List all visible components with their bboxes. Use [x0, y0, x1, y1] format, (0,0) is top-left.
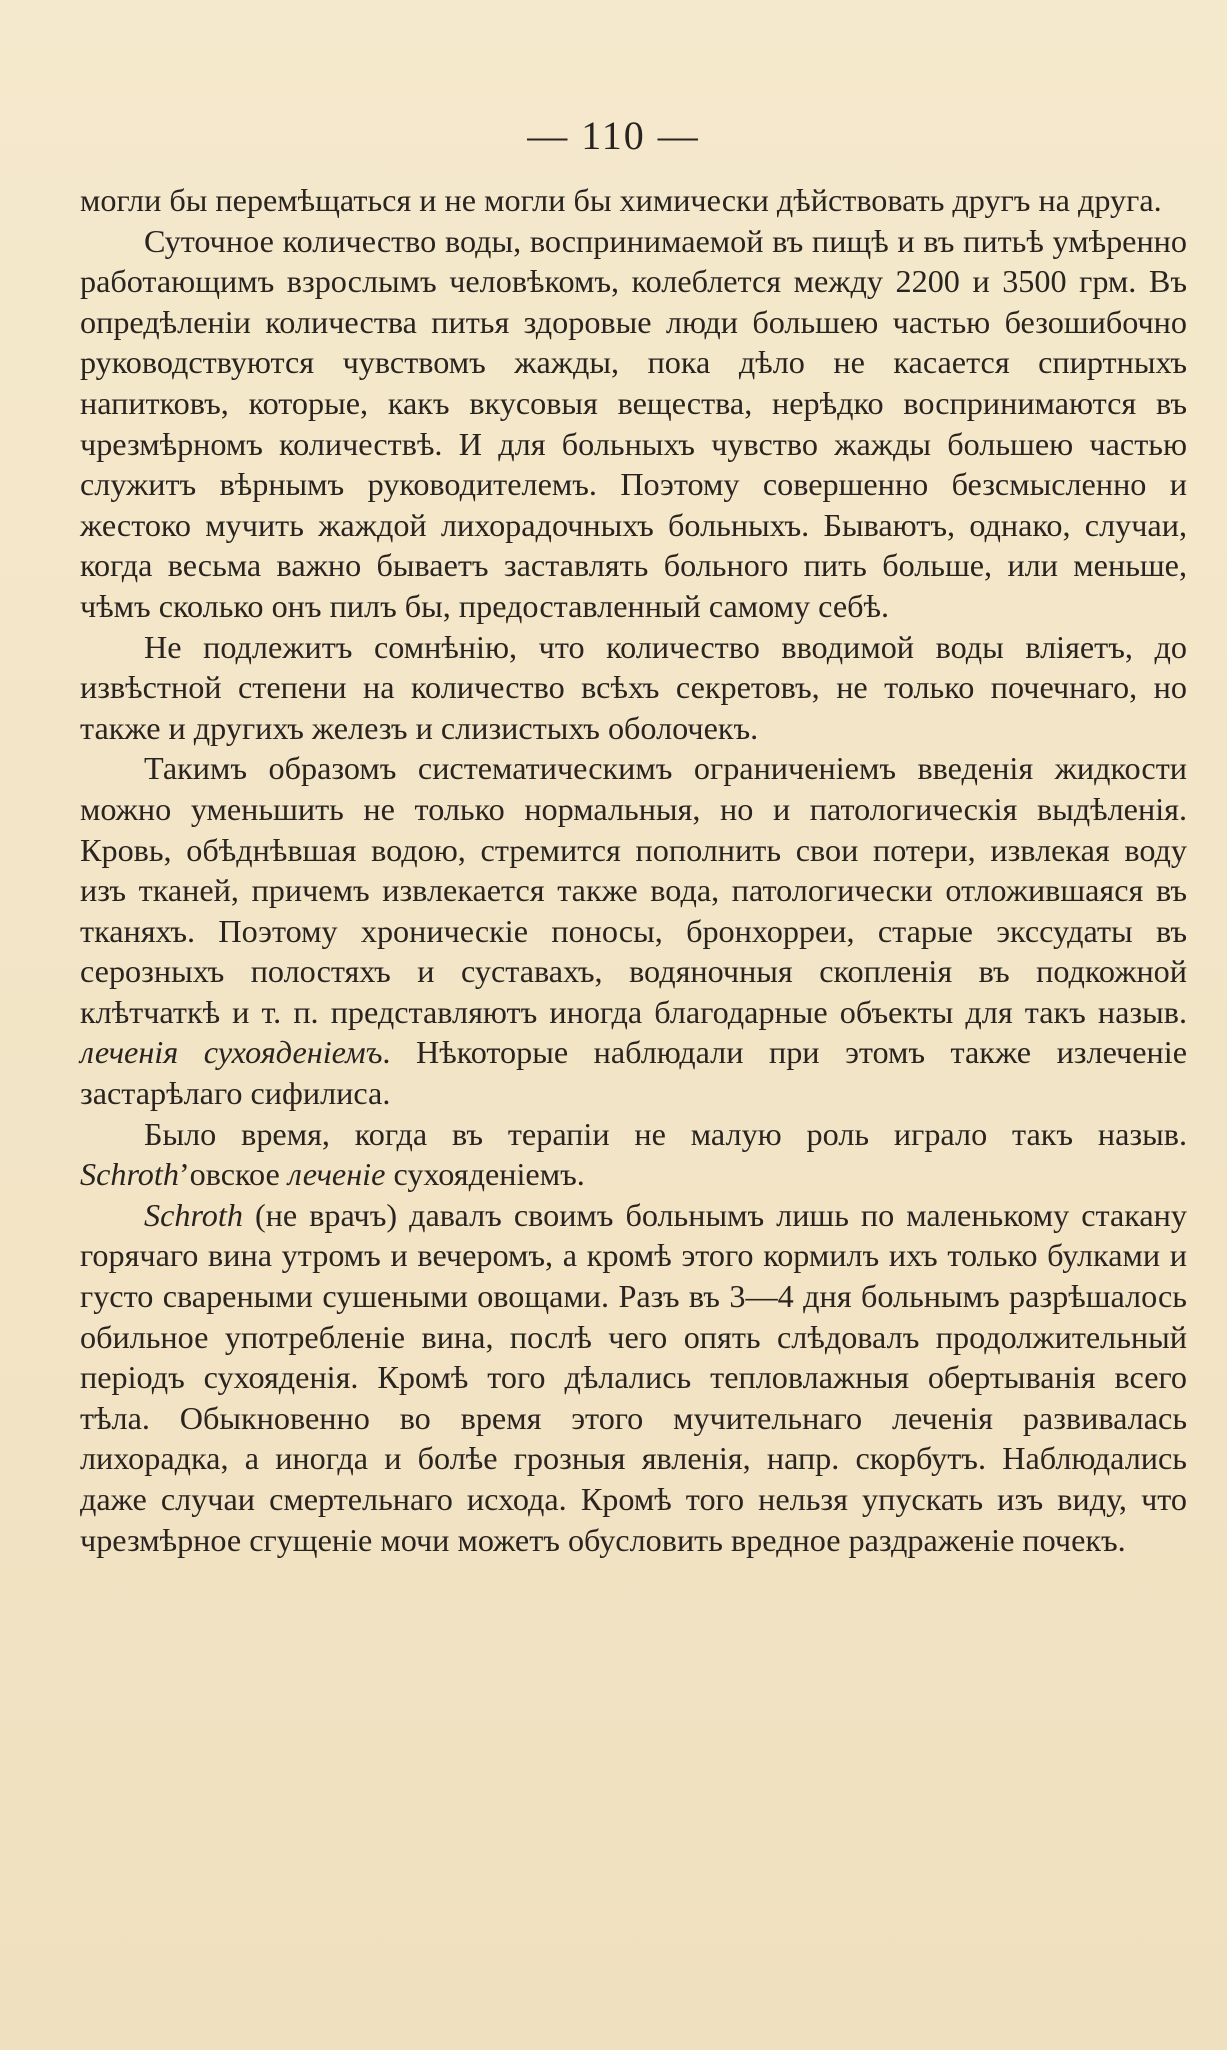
text-segment: сухояденіемъ.	[385, 1156, 585, 1193]
body-text	[80, 180, 1187, 1560]
paragraph-5	[80, 1114, 1187, 1195]
text-segment: могли бы перемѣщаться и не могли бы химически дѣйствовать другъ на друга.	[80, 182, 1162, 218]
italic-term: леченія сухояденіемъ	[80, 1034, 383, 1071]
paragraph-3	[80, 627, 1187, 749]
italic-term: леченіе	[287, 1156, 386, 1193]
text-segment: Не подлежитъ сомнѣнію, что количество вводимой воды вліяетъ, до извѣстной степени на количество всѣхъ секретовъ, не только почечнаго, но также и другихъ железъ и слизистыхъ оболочекъ.	[80, 628, 1187, 746]
text-segment: . Нѣкоторые наблюдали при этомъ также излеченіе застарѣлаго сифилиса.	[80, 1034, 1187, 1112]
paragraph-4	[80, 748, 1187, 1113]
paragraph-2	[80, 221, 1187, 627]
text-segment: Было время, когда въ терапіи не малую роль играло такъ назыв.	[144, 1115, 1187, 1152]
text-segment: ’овское	[178, 1156, 288, 1193]
paragraph-1	[80, 180, 1187, 221]
text-segment: Такимъ образомъ систематическимъ ограниченіемъ введенія жидкости можно уменьшить не только нормальныя, но и патологическія выдѣленія. Кровь, обѣднѣвшая водою, стремится пополнить свои потери, извлекая воду изъ тканей, причемъ извлекается также вода, патологически отложившаяся въ тканяхъ. Поэтому хроническіе поносы, бронхорреи, старые экссудаты въ серозныхъ полостяхъ и суставахъ, водяночныя скопленія въ подкожной клѣтчаткѣ и т. п. представляютъ иногда благодарные объекты для такъ назыв.	[80, 750, 1187, 1030]
italic-name: Schroth	[80, 1156, 179, 1193]
text-segment: Суточное количество воды, воспринимаемой въ пищѣ и въ питьѣ умѣренно работающимъ взрослымъ человѣкомъ, колеблется между 2200 и 3500 грм. Въ опредѣленіи количества питья здоровые люди большею частью безошибочно руководствуются чувствомъ жажды, пока дѣло не касается спиртныхъ напитковъ, которые, какъ вкусовыя вещества, нерѣдко воспринимаются въ чрезмѣрномъ количествѣ. И для больныхъ чувство жажды большею частью служитъ вѣрнымъ руководителемъ. Поэтому совершенно безсмысленно и жестоко мучить жаждой лихорадочныхъ больныхъ. Бываютъ, однако, случаи, когда весьма важно бываетъ заставлять больного пить больше, или меньше, чѣмъ сколько онъ пилъ бы, предоставленный самому себѣ.	[80, 222, 1187, 624]
italic-name: Schroth	[144, 1196, 243, 1233]
page-number: — 110 —	[527, 113, 700, 158]
paragraph-6	[80, 1195, 1187, 1560]
text-segment: (не врачъ) давалъ своимъ больнымъ лишь по маленькому стакану горячаго вина утромъ и вечеромъ, а кромѣ этого кормилъ ихъ только булками и густо свареными сушеными овощами. Разъ въ 3—4 дня больнымъ разрѣшалось обильное употребленіе вина, послѣ чего опять слѣдовалъ продолжительный періодъ сухояденія. Кромѣ того дѣлались тепловлажныя обертыванія всего тѣла. Обыкновенно во время этого мучительнаго леченія развивалась лихорадка, а иногда и болѣе грозныя явленія, напр. скорбутъ. Наблюдались даже случаи смертельнаго исхода. Кромѣ того нельзя упускать изъ виду, что чрезмѣрное сгущеніе мочи можетъ обусловить вредное раздраженіе почекъ.	[80, 1196, 1187, 1558]
